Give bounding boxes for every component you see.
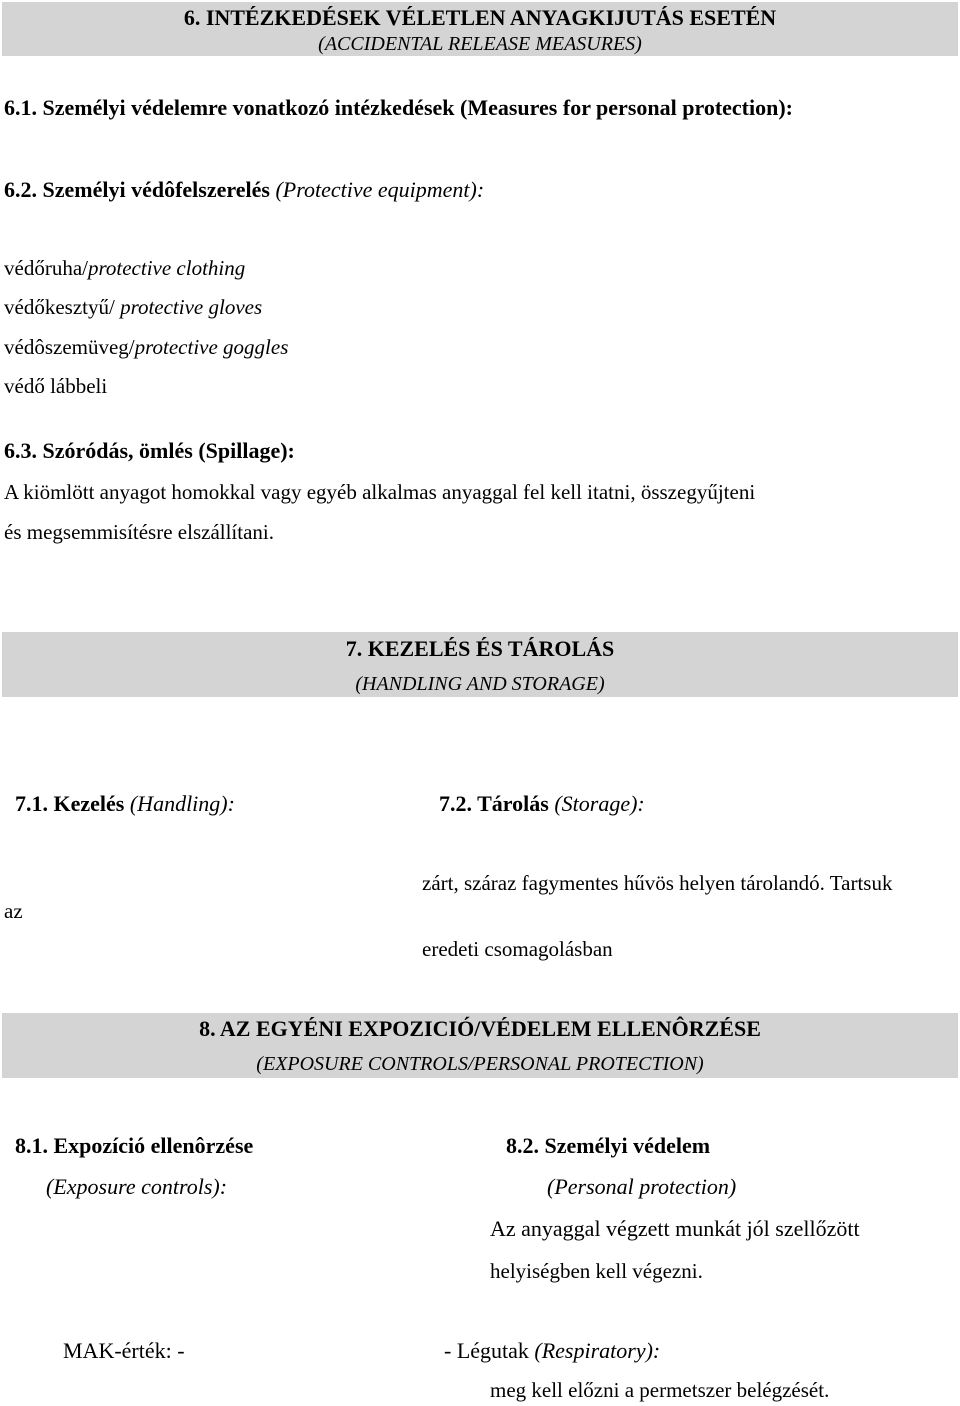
equipment-hu: védőkesztyű/ xyxy=(4,295,115,319)
heading-8-2: 8.2. Személyi védelem xyxy=(506,1133,711,1158)
heading-7-1-hu: 7.1. Kezelés xyxy=(15,791,125,816)
heading-6-2 xyxy=(4,177,484,203)
equipment-list-item xyxy=(4,374,107,399)
equipment-en: protective clothing xyxy=(87,256,246,280)
heading-7-2-hu: 7.2. Tárolás xyxy=(439,791,549,816)
heading-6-1 xyxy=(4,95,793,121)
heading-6-1-hu: 6.1. Személyi védelemre vonatkozó intézkedések xyxy=(4,95,455,120)
section-8-subtitle: (EXPOSURE CONTROLS/PERSONAL PROTECTION) xyxy=(256,1053,704,1075)
spillage-text-line: és megsemmisítésre elszállítani. xyxy=(4,520,275,544)
respiratory-heading xyxy=(444,1338,660,1364)
respiratory-label: - Légutak xyxy=(444,1338,535,1363)
equipment-hu: védôszemüveg/ xyxy=(4,335,135,359)
section-7-header xyxy=(2,632,958,697)
storage-text-line: eredeti csomagolásban xyxy=(422,937,613,961)
heading-8-1-en: (Exposure controls): xyxy=(46,1174,228,1199)
heading-7-1 xyxy=(15,791,235,817)
respiratory-text: meg kell előzni a permetszer belégzését. xyxy=(490,1378,830,1402)
handling-text: az xyxy=(4,899,23,923)
personal-protection-text-line: helyiségben kell végezni. xyxy=(490,1259,703,1283)
heading-7-1-en: (Handling): xyxy=(124,791,235,816)
section-7-title: 7. KEZELÉS ÉS TÁROLÁS xyxy=(345,636,615,661)
equipment-en: protective gloves xyxy=(114,295,263,319)
section-6-header xyxy=(2,2,958,56)
mak-value: MAK-érték: - xyxy=(63,1338,185,1363)
heading-8-2-en: (Personal protection) xyxy=(547,1174,737,1199)
equipment-en: protective goggles xyxy=(134,335,289,359)
heading-6-1-en: (Measures for personal protection): xyxy=(460,95,794,120)
heading-6-2-hu: 6.2. Személyi védôfelszerelés xyxy=(4,177,270,202)
heading-7-2-en: (Storage): xyxy=(548,791,645,816)
equipment-hu: védő lábbeli xyxy=(4,374,108,398)
heading-6-2-en: (Protective equipment): xyxy=(269,177,485,202)
equipment-list-item xyxy=(4,256,245,281)
section-6-subtitle: (ACCIDENTAL RELEASE MEASURES) xyxy=(318,33,642,55)
equipment-list-item xyxy=(4,335,288,360)
section-6-title: 6. INTÉZKEDÉSEK VÉLETLEN ANYAGKIJUTÁS ESETÉN xyxy=(183,5,777,30)
heading-7-2 xyxy=(439,791,645,817)
section-8-title: 8. AZ EGYÉNI EXPOZICIÓ/VÉDELEM ELLENÔRZÉSE xyxy=(199,1016,761,1041)
heading-6-3: 6.3. Szóródás, ömlés (Spillage): xyxy=(4,438,295,463)
equipment-list-item xyxy=(4,295,262,320)
section-8-header xyxy=(2,1013,958,1078)
equipment-hu: védőruha/ xyxy=(4,256,88,280)
storage-text-line: zárt, száraz fagymentes hűvös helyen tárolandó. Tartsuk xyxy=(422,871,893,895)
heading-8-1: 8.1. Expozíció ellenôrzése xyxy=(15,1133,254,1158)
section-7-subtitle: (HANDLING AND STORAGE) xyxy=(355,673,605,695)
respiratory-label-en: (Respiratory): xyxy=(534,1338,661,1363)
personal-protection-text-line: Az anyaggal végzett munkát jól szellőzött xyxy=(490,1216,860,1241)
spillage-text-line: A kiömlött anyagot homokkal vagy egyéb alkalmas anyaggal fel kell itatni, összegyűjteni xyxy=(4,480,756,504)
